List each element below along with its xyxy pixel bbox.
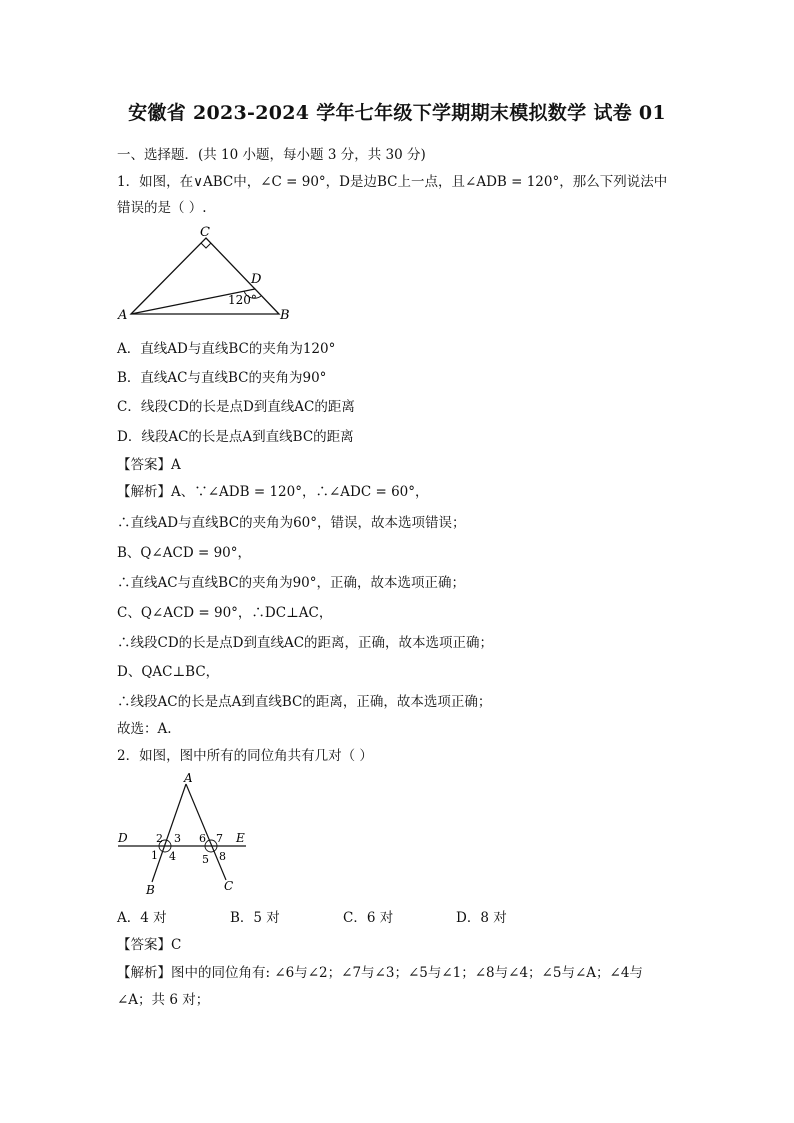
q1-stem-line-1: 1．如图，在∨ABC中，∠C = 90°，D是边BC上一点，且∠ADB = 120°，那么下列说法中 (117, 174, 668, 190)
q2-analysis-line-1: 【解析】图中的同位角有: ∠6与∠2；∠7与∠3；∠5与∠1；∠8与∠4；∠5与∠A；∠4与 (117, 965, 643, 981)
label-b: B (280, 308, 290, 323)
section-heading: 一、选择题．(共 10 小题，每小题 3 分，共 30 分) (117, 147, 426, 163)
angle-label-6: 6 (199, 832, 206, 845)
angle-label-5: 5 (202, 853, 209, 866)
angle-label-7: 7 (216, 832, 223, 845)
q1-analysis-line-9: 故选：A. (117, 721, 172, 737)
q1-option-a: A．直线AD与直线BC的夹角为120° (117, 341, 336, 357)
q2-option-b: B．5 对 (230, 910, 280, 926)
q2-options (117, 908, 507, 928)
label-d: D (251, 272, 262, 287)
label-c: C (200, 225, 210, 240)
q1-analysis-line-1: 【解析】A、∵∠ADB = 120°，∴∠ADC = 60°， (117, 484, 429, 500)
q2-analysis-line-2: ∠A；共 6 对； (117, 992, 210, 1008)
angle-label-1: 1 (151, 849, 158, 862)
q1-analysis-line-8: ∴线段AC的长是点A到直线BC的距离，正确，故本选项正确； (117, 694, 492, 710)
q1-option-c: C．线段CD的长是点D到直线AC的距离 (117, 399, 355, 415)
q2-stem: 2．如图，图中所有的同位角共有几对（ ） (117, 748, 373, 764)
label-b: B (146, 883, 155, 897)
q1-analysis-line-2: ∴直线AD与直线BC的夹角为60°，错误，故本选项错误； (117, 515, 466, 531)
q1-answer: 【答案】A (117, 457, 181, 473)
right-angle-mark (201, 243, 211, 248)
q1-triangle-figure (110, 222, 310, 326)
q2-lines-figure (112, 770, 252, 900)
q2-answer: 【答案】C (117, 937, 182, 953)
q2-option-d: D．8 对 (456, 910, 507, 926)
q2-option-a: A．4 对 (117, 910, 167, 926)
q1-option-b: B．直线AC与直线BC的夹角为90° (117, 370, 327, 386)
q1-stem-line-2: 错误的是（ ）. (117, 200, 207, 216)
label-a: A (118, 308, 128, 323)
label-c: C (224, 879, 234, 893)
label-e: E (236, 831, 245, 845)
q1-analysis-line-3: B、Q∠ACD = 90°， (117, 545, 252, 561)
page-title: 安徽省 2023-2024 学年七年级下学期期末模拟数学 试卷 01 (128, 102, 666, 124)
angle-label-2: 2 (156, 832, 163, 845)
label-a: A (184, 771, 193, 785)
angle-label-8: 8 (219, 850, 226, 863)
angle-label-4: 4 (169, 850, 176, 863)
label-d: D (118, 831, 128, 845)
q1-analysis-line-7: D、QAC⊥BC， (117, 664, 220, 680)
q1-analysis-line-6: ∴线段CD的长是点D到直线AC的距离，正确，故本选项正确； (117, 635, 494, 651)
angle-label-3: 3 (174, 832, 181, 845)
label-angle-120: 120° (228, 293, 257, 307)
q1-analysis-line-4: ∴直线AC与直线BC的夹角为90°，正确，故本选项正确； (117, 575, 466, 591)
q2-option-c: C．6 对 (343, 910, 394, 926)
q1-analysis-line-5: C、Q∠ACD = 90°，∴DC⊥AC， (117, 605, 333, 621)
q1-option-d: D．线段AC的长是点A到直线BC的距离 (117, 429, 354, 445)
